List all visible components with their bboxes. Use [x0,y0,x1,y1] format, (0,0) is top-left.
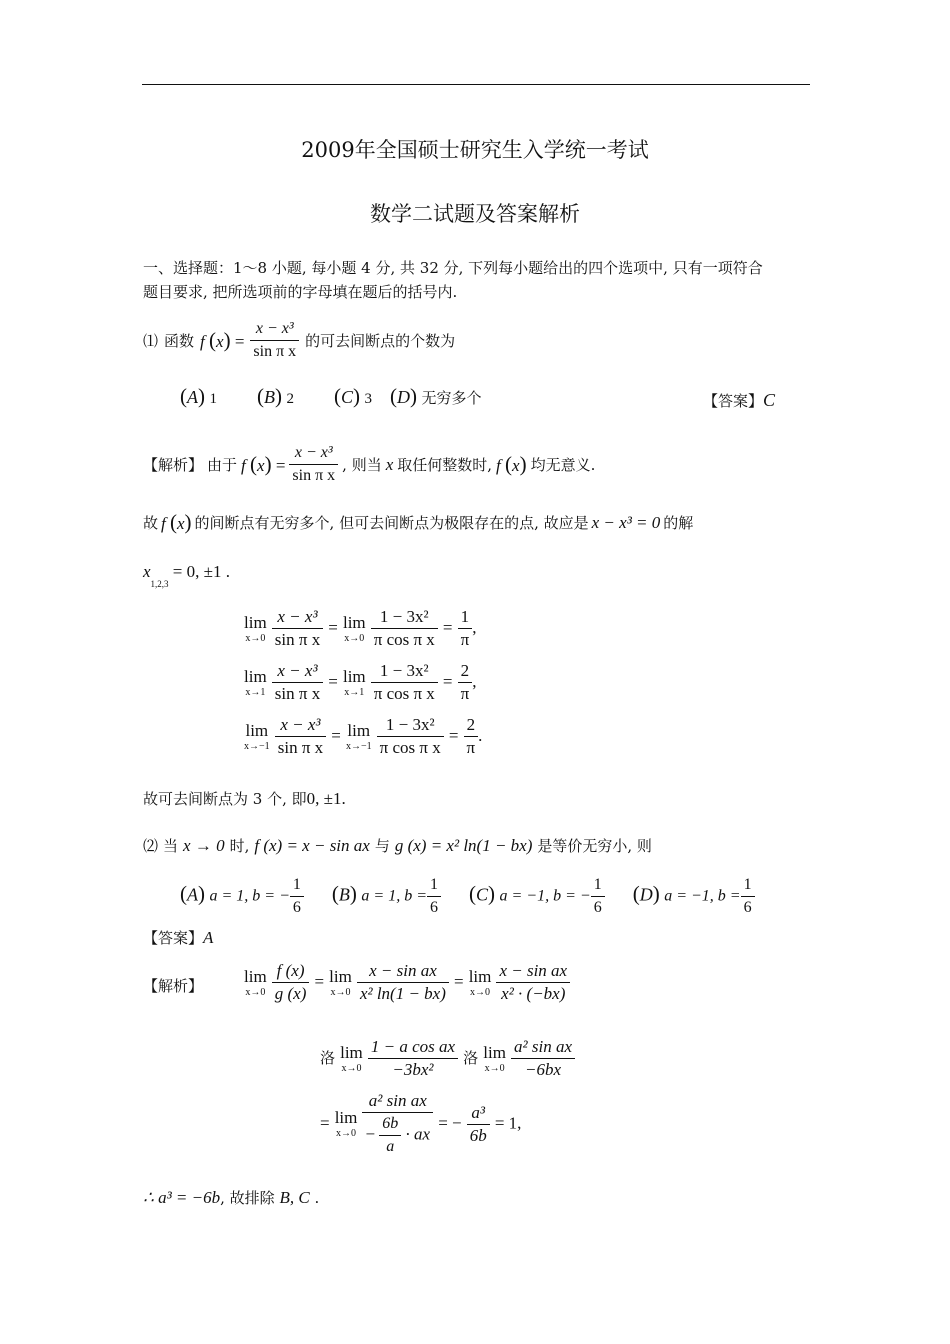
limit-row-3: lim x→−1 $\frac{\text{x − x³}}{\text{sin π x}}$ = lim x→−1 $\frac{\text{1 − 3x²}}{\text{π cos π x}}$ = $\frac{2}{\pi}$ . [244,715,483,757]
option-b: (B) 2 [257,384,294,408]
roots: $x_{1,2,3} = 0$, ±1 . [143,562,230,589]
analysis-step-3: = lim x→0 a² sin ax − $\frac{6b}{a}$ · ax = − $\frac{\text{a³}}{6b}$ = 1, [320,1091,522,1155]
exam-title: 2009年全国硕士研究生入学统一考试 [301,138,649,162]
option-d: (D) a = −1, b = $\frac{1}{6}$ [633,874,755,919]
question-1-analysis: 【解析】 由于 f (x) = $\frac{\text{x − x³}}{\text{sin π x}}$ , 则当 x 取任何整数时, f (x) 均无意义. [143,444,596,484]
question-2-options [180,874,755,919]
option-b: (B) a = 1, b = $\frac{1}{6}$ [332,874,441,919]
analysis-step-2: 洛 lim x→0 $\frac{\text{1 − a cos ax}}{\text{−3bx²}}$ 洛 lim x→0 $\frac{\text{a² sin ax}}{-6bx}$ [320,1036,575,1081]
question-2-therefore: ∴ a³ = −6b, 故排除 B, C . [143,1188,320,1207]
question-1-stem [143,318,455,363]
question-lead: 函数 [164,331,195,350]
option-c: (C) a = −1, b = − $\frac{1}{6}$ [469,874,605,919]
option-a: (A) 1 [180,384,217,408]
question-2-stem: ⑵ 当 x → 0 时, f (x) = x − sin ax 与 g (x) = x² ln(1 − bx) 是等价无穷小, 则 [143,836,652,855]
question-1-answer: 【答案】C [703,390,776,410]
question-1-analysis-line2: 故 f (x) 的间断点有无穷多个, 但可去间断点为极限存在的点, 故应是 x − x³ = 0 的解 [143,510,694,534]
analysis-step-1: lim x→0 $\frac{f (x)}{g (x)}$ = lim x→0 $\frac{\text{x − sin ax}}{\text{x² ln(1 − bx)}}$ = lim x→0 $\frac{\text{x − sin ax}}{\text{x² · (−bx)}}$ [244,960,570,1005]
question-1-conclusion: 故可去间断点为 3 个, 即0, ±1. [143,789,346,808]
top-rule [142,84,810,85]
question-number: ⑴ [143,331,159,350]
question-2-answer: 【答案】A [143,928,214,947]
question-tail: 的可去间断点的个数为 [305,331,456,350]
option-d: (D) 无穷多个 [390,384,482,408]
question-1-options [180,384,482,409]
question-2-analysis-label: 【解析】 [143,977,204,995]
section-intro-line2: 题目要求, 把所选项前的字母填在题后的括号内. [143,283,458,301]
exam-subtitle: 数学二试题及答案解析 [370,202,580,226]
fraction: $\frac{\text{x − x³}}{\text{sin π x}}$ [250,318,299,363]
limit-row-2: lim x→1 $\frac{\text{x − x³}}{\text{sin π x}}$ = lim x→1 $\frac{\text{1 − 3x²}}{\text{π cos π x}}$ = $\frac{2}{\pi}$ , [244,661,477,703]
option-a: (A) a = 1, b = − $\frac{1}{6}$ [180,874,304,919]
function-expr: f (x) = [200,327,245,352]
section-intro-line1: 一、选择题：1～8 小题, 每小题 4 分, 共 32 分, 下列每小题给出的四个选项中, 只有一项符合 [143,259,763,277]
limit-row-1: lim x→0 $\frac{\text{x − x³}}{\text{sin π x}}$ = lim x→0 $\frac{\text{1 − 3x²}}{\text{π cos π x}}$ = $\frac{1}{\pi}$ , [244,607,477,649]
option-c: (C) 3 [334,384,373,408]
